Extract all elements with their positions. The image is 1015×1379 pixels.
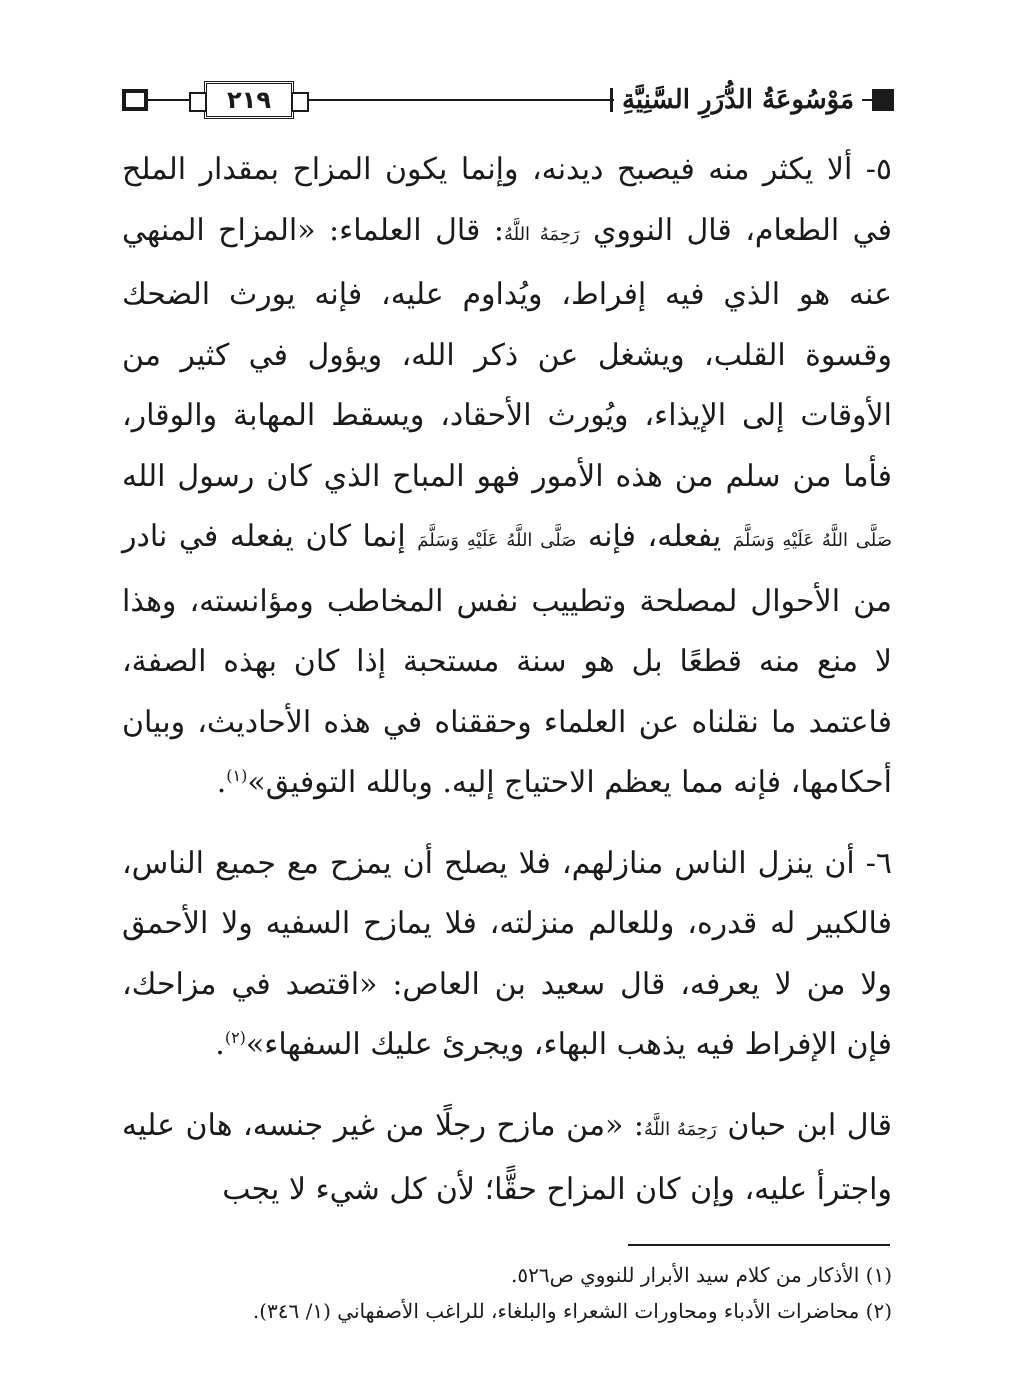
paragraph-ibn-hibban [122,1096,892,1221]
paragraph-5 [122,140,892,814]
footnote-ref-1[interactable]: (١) [226,766,248,785]
footnote-separator [628,1244,890,1246]
footnote-2: (٢) محاضرات الأدباء ومحاورات الشعراء والبلغاء، للراغب الأصفهاني (١/ ٣٤٦). [252,1299,892,1323]
honorific-salawat: صَلَّى اللَّهُ عَلَيْهِ وَسَلَّمَ [417,530,577,551]
honorific-rahimahullah: رَحِمَهُ اللَّهُ [503,223,580,245]
text-run: ٦- أن ينزل الناس منازلهم، فلا يصلح أن يمزح مع جميع الناس، فالكبير له قدره، وللعالم منزلته، فلا يمازح السفيه ولا الأحمق ولا من لا يعرفه، قال سعيد بن العاص: «اقتصد في مزاحك، فإن الإفراط فيه يذهب البهاء، ويجرئ عليك السفهاء» [122,845,892,1062]
footnote-1: (١) الأذكار من كلام سيد الأبرار للنووي ص٥٢٦. [510,1263,892,1287]
book-title: مَوْسُوعَةُ الدُّرَرِ السَّنِيَّةِ [621,85,854,115]
footnotes [122,1257,892,1329]
text-run: ٥- ألا يكثر منه فيصبح ديدنه، وإنما يكون المزاح بمقدار الملح في الطعام، قال النووي [122,152,892,248]
page-header [122,78,894,122]
page-number-frame [204,81,294,119]
footnote-ref-2[interactable]: (٢) [224,1028,246,1047]
main-text [122,140,892,1221]
paragraph-6 [122,834,892,1076]
text-run: قال ابن حبان [716,1107,892,1143]
page-number: ٢١٩ [227,86,271,114]
text-run: : «من مازح رجلًا من غير جنسه، هان عليه واجترأ عليه، وإن كان المزاح حقًّا؛ لأن كل شيء لا يجب [122,1107,892,1207]
text-run: إنما كان يفعله في نادر من الأحوال لمصلحة وتطييب نفس المخاطب ومؤانسته، وهذا لا منع منه قطعًا بل هو سنة مستحبة إذا كان بهذه الصفة، فاعتمد ما نقلناه عن العلماء وحققناه في هذه الأحاديث، وبيان أحكامها، فإنه مما يعظم الاحتياج إليه. وبالله التوفيق» [122,519,892,800]
text-run: يفعله، فإنه [576,519,733,554]
book-title-frame [614,78,862,122]
honorific-rahimahullah: رَحِمَهُ اللَّهُ [644,1118,717,1140]
text-run: . [215,1027,225,1062]
header-ornament-right [872,89,894,111]
text-run: : قال العلماء: «المزاح المنهي عنه هو الذي فيه إفراط، ويُداوم عليه، فإنه يورث الضحك وقسوة القلب، ويشغل عن ذكر الله، ويؤول في كثير من الأوقات إلى الإيذاء، ويُورث الأحقاد، ويسقط المهابة والوقار، فأما من سلم من هذه الأمور فهو المباح الذي كان رسول الله [122,212,892,494]
header-ornament-left [122,89,148,111]
honorific-salawat: صَلَّى اللَّهُ عَلَيْهِ وَسَلَّمَ [732,530,893,551]
text-run: . [216,765,227,800]
